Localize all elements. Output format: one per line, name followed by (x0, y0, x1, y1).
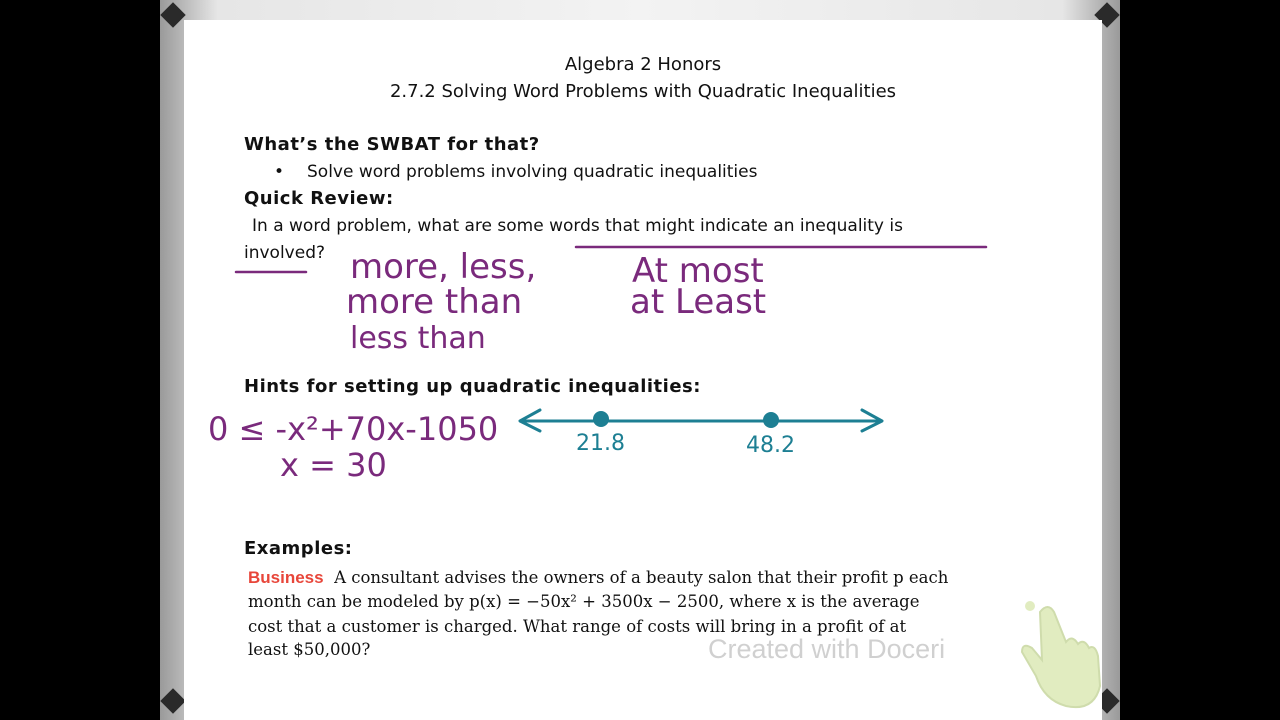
quick-review-heading: Quick Review: (244, 188, 394, 209)
doceri-hand-icon (1022, 601, 1100, 707)
number-line-point-2 (763, 412, 779, 428)
point-2-label: 48.2 (746, 433, 795, 458)
handwritten-word-1: more, less, (350, 247, 537, 287)
business-tag: Business (248, 568, 324, 587)
course-title: Algebra 2 Honors (564, 54, 722, 75)
lesson-title: 2.7.2 Solving Word Problems with Quadratic Inequalities (389, 81, 897, 102)
example-text-line4: least $50,000? (248, 640, 371, 659)
example-text-line2: month can be modeled by p(x) = −50x² + 3500x − 2500, where x is the average (248, 592, 920, 611)
example-text-line3: cost that a customer is charged. What range of costs will bring in a profit of at (248, 617, 907, 636)
review-question-line1: In a word problem, what are some words that might indicate an inequality is (252, 216, 903, 236)
swbat-bullet-marker: • (274, 162, 285, 182)
doceri-watermark: Created with Doceri (708, 634, 946, 664)
example-text-line1-body: A consultant advises the owners of a beauty salon that their profit p each (334, 568, 949, 587)
handwritten-at-most: At most (632, 251, 764, 291)
number-line (520, 410, 882, 458)
point-1-label: 21.8 (576, 431, 625, 456)
swbat-bullet: Solve word problems involving quadratic inequalities (307, 162, 758, 182)
swbat-heading: What’s the SWBAT for that? (244, 134, 540, 155)
handwritten-at-least: at Least (630, 282, 767, 322)
handwritten-solution: x = 30 (280, 446, 387, 484)
number-line-point-1 (593, 411, 609, 427)
handwritten-equation: 0 ≤ -x²+70x-1050 (208, 410, 499, 448)
hints-heading: Hints for setting up quadratic inequalities: (244, 376, 701, 397)
examples-heading: Examples: (244, 538, 353, 559)
handwritten-word-3: less than (350, 321, 486, 356)
review-question-line2: involved? (244, 243, 326, 263)
handwritten-word-2: more than (346, 282, 523, 322)
